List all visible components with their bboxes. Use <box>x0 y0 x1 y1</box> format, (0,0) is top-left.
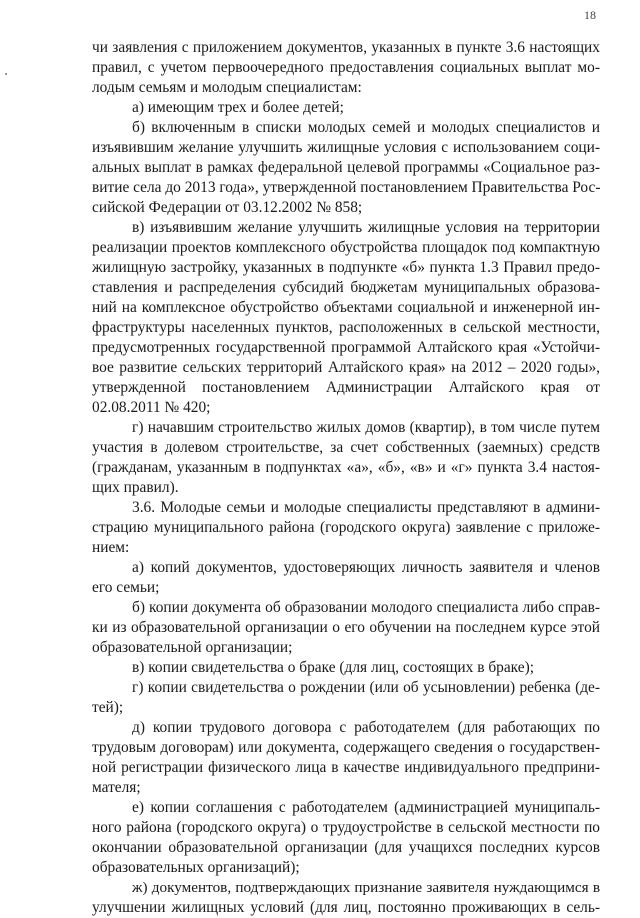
text-line: витие села до 2013 года», утвержденной постановлением Правительства Рос- <box>92 179 601 196</box>
text-line: вое развитие сельских территорий Алтайского края» на 2012 – 2020 годы», <box>92 359 600 376</box>
text-line: утвержденной постановлением Администрации Алтайского края от <box>92 379 600 396</box>
text-line: окончании образовательной организации (для учащихся последних курсов <box>92 839 600 856</box>
text-line: альных выплат в рамках федеральной целевой программы «Социальное раз- <box>92 159 600 176</box>
text-line: тей); <box>92 699 124 716</box>
text-line: предусмотренных государственной программой Алтайского края «Устойчи- <box>92 339 600 356</box>
text-line: а) копий документов, удостоверяющих личность заявителя и членов <box>132 559 600 576</box>
text-line: мателя; <box>92 779 141 796</box>
text-line: б) включенным в списки молодых семей и молодых специалистов и <box>132 119 600 136</box>
text-line: ной регистрации физического лица в качестве индивидуального предприни- <box>92 759 600 776</box>
text-line: улучшении жилищных условий (для лиц, постоянно проживающих в сель- <box>92 899 600 916</box>
text-line: фраструктуры населенных пунктов, расположенных в сельской местности, <box>92 319 600 336</box>
document-body <box>92 38 600 918</box>
text-line: в) копии свидетельства о браке (для лиц, состоящих в браке); <box>132 659 534 676</box>
text-line: нием: <box>92 539 130 556</box>
text-line: (гражданам, указанным в подпунктах «а», «б», «в» и «г» пункта 3.4 настоя- <box>92 459 600 476</box>
text-line: жилищную застройку, указанных в подпункте «б» пункта 1.3 Правил предо- <box>92 259 600 276</box>
text-line: трудовым договорам) или документа, содержащего сведения о государствен- <box>92 739 600 756</box>
text-line: ний на комплексное обустройство объектами социальной и инженерной ин- <box>92 299 600 316</box>
text-line: сийской Федерации от 03.12.2002 № 858; <box>92 199 363 216</box>
text-line: страцию муниципального района (городского округа) заявление с приложе- <box>92 519 600 536</box>
text-line: в) изъявившим желание улучшить жилищные условия на территории <box>132 219 600 236</box>
text-line: лодым семьям и молодым специалистам: <box>92 79 362 96</box>
text-line: 3.6. Молодые семьи и молодые специалисты представляют в админи- <box>132 499 600 516</box>
text-line: ки из образовательной организации о его обучении на последнем курсе этой <box>92 619 600 636</box>
text-line: а) имеющим трех и более детей; <box>132 99 344 116</box>
text-line: щих правил). <box>92 479 179 496</box>
text-line: правил, с учетом первоочередного предоставления социальных выплат мо- <box>92 59 600 76</box>
text-line: е) копии соглашения с работодателем (администрацией муниципаль- <box>132 799 600 816</box>
text-line: участия в долевом строительстве, за счет собственных (заемных) средств <box>92 439 600 456</box>
text-line: ставления и распределения субсидий бюджетам муниципальных образова- <box>92 279 600 296</box>
text-line: образовательной организации; <box>92 639 293 656</box>
page-number: 18 <box>584 8 596 22</box>
text-line: реализации проектов комплексного обустройства площадок под компактную <box>92 239 600 256</box>
text-line: чи заявления с приложением документов, указанных в пункте 3.6 настоящих <box>92 39 600 56</box>
text-line: г) начавшим строительство жилых домов (квартир), в том числе путем <box>132 419 600 436</box>
text-line: г) копии свидетельства о рождении (или об усыновлении) ребенка (де- <box>132 679 600 696</box>
text-line: 02.08.2011 № 420; <box>92 399 211 416</box>
text-line: образовательных организаций); <box>92 859 300 876</box>
text-line: б) копии документа об образовании молодого специалиста либо справ- <box>132 599 600 616</box>
text-line: д) копии трудового договора с работодателем (для работающих по <box>132 719 600 736</box>
text-line: его семьи; <box>92 579 160 596</box>
scan-speck <box>5 73 7 75</box>
text-line: изъявившим желание улучшить жилищные условия с использованием соци- <box>92 139 600 156</box>
text-line: ж) документов, подтверждающих признание заявителя нуждающимся в <box>132 879 600 896</box>
text-line: ного района (городского округа) о трудоустройстве в сельской местности по <box>92 819 600 836</box>
